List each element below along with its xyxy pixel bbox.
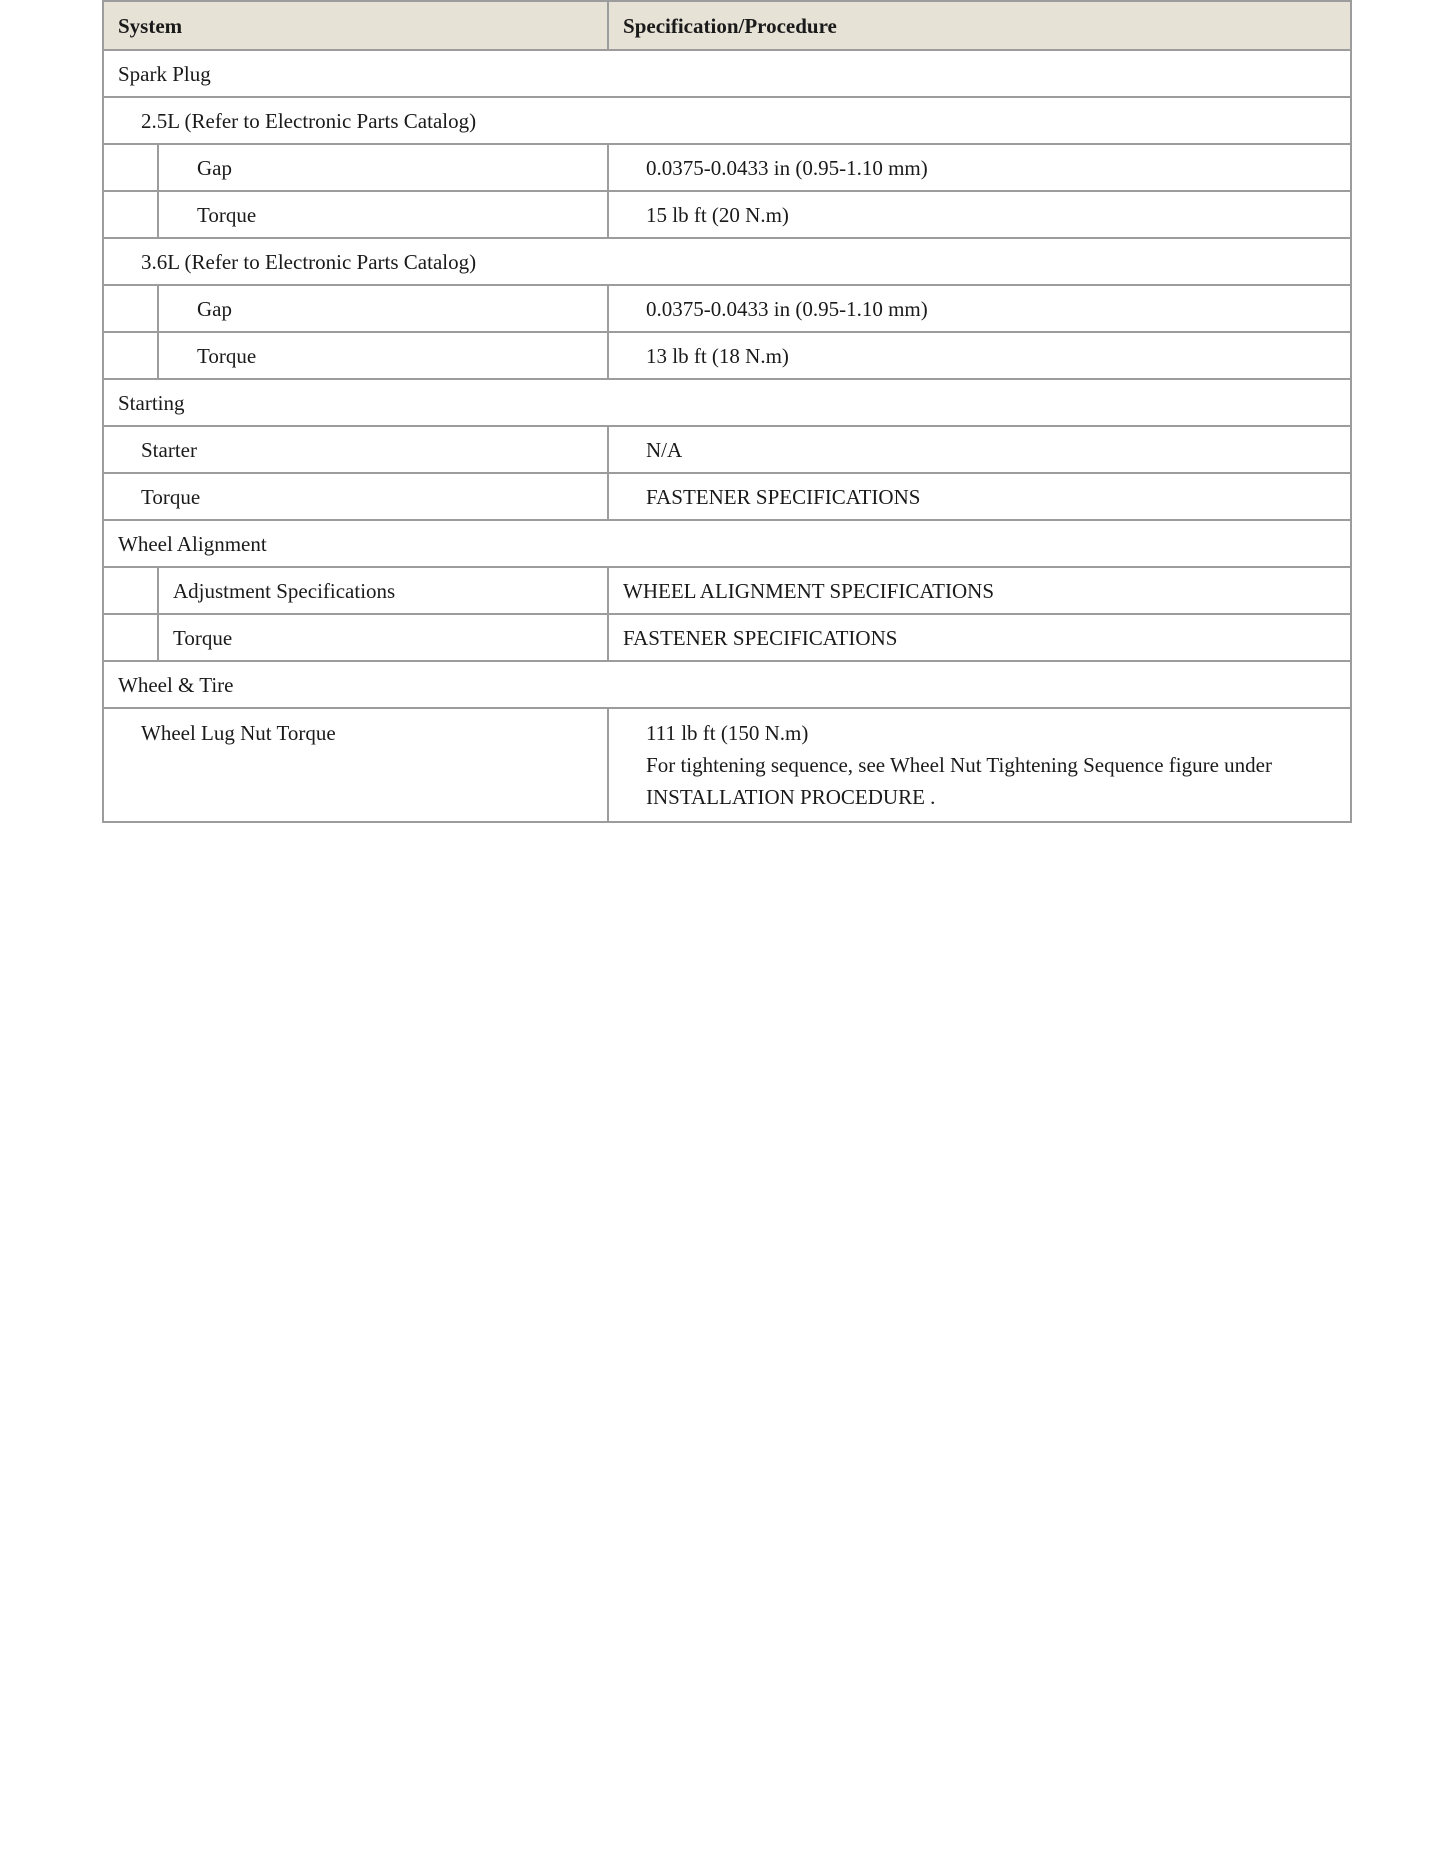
- table-row: [103, 144, 1351, 191]
- row-value: N/A: [608, 426, 1351, 473]
- indent-cell: [103, 614, 158, 661]
- row-value: 0.0375-0.0433 in (0.95-1.10 mm): [608, 144, 1351, 191]
- section-wheel-alignment: Wheel Alignment: [103, 520, 1351, 567]
- table-row: [103, 191, 1351, 238]
- row-label: Torque: [103, 473, 608, 520]
- indent-cell: [103, 567, 158, 614]
- indent-cell: [103, 191, 158, 238]
- row-label: Torque: [158, 191, 608, 238]
- row-value: 13 lb ft (18 N.m): [608, 332, 1351, 379]
- section-row: [103, 50, 1351, 97]
- row-value: FASTENER SPECIFICATIONS: [608, 473, 1351, 520]
- section-wheel-tire: Wheel & Tire: [103, 661, 1351, 708]
- subsection-2-5l: 2.5L (Refer to Electronic Parts Catalog): [103, 97, 1351, 144]
- indent-cell: [103, 332, 158, 379]
- header-specification: Specification/Procedure: [608, 1, 1351, 50]
- table-row: [103, 332, 1351, 379]
- indent-cell: [103, 285, 158, 332]
- row-label: Gap: [158, 144, 608, 191]
- lug-note-line-2: INSTALLATION PROCEDURE .: [646, 785, 936, 809]
- subsection-row: [103, 97, 1351, 144]
- row-value-multiline: [608, 708, 1351, 822]
- row-label: Wheel Lug Nut Torque: [103, 708, 608, 822]
- row-label: Gap: [158, 285, 608, 332]
- row-label: Torque: [158, 614, 608, 661]
- row-value: 15 lb ft (20 N.m): [608, 191, 1351, 238]
- table-row: [103, 614, 1351, 661]
- lug-torque-value: 111 lb ft (150 N.m): [646, 721, 809, 745]
- table-header-row: [103, 1, 1351, 50]
- header-system: System: [103, 1, 608, 50]
- row-label: Adjustment Specifications: [158, 567, 608, 614]
- lug-note-line-1: For tightening sequence, see Wheel Nut Tightening Sequence figure under: [646, 753, 1272, 777]
- indent-cell: [103, 144, 158, 191]
- section-row: [103, 379, 1351, 426]
- subsection-row: [103, 238, 1351, 285]
- table-row: [103, 708, 1351, 822]
- row-value: WHEEL ALIGNMENT SPECIFICATIONS: [608, 567, 1351, 614]
- table-row: [103, 285, 1351, 332]
- table-row: [103, 426, 1351, 473]
- table-row: [103, 567, 1351, 614]
- section-spark-plug: Spark Plug: [103, 50, 1351, 97]
- table-row: [103, 473, 1351, 520]
- row-label: Starter: [103, 426, 608, 473]
- subsection-3-6l: 3.6L (Refer to Electronic Parts Catalog): [103, 238, 1351, 285]
- specifications-table: [102, 0, 1352, 823]
- section-row: [103, 520, 1351, 567]
- section-starting: Starting: [103, 379, 1351, 426]
- row-value: FASTENER SPECIFICATIONS: [608, 614, 1351, 661]
- row-value: 0.0375-0.0433 in (0.95-1.10 mm): [608, 285, 1351, 332]
- row-label: Torque: [158, 332, 608, 379]
- section-row: [103, 661, 1351, 708]
